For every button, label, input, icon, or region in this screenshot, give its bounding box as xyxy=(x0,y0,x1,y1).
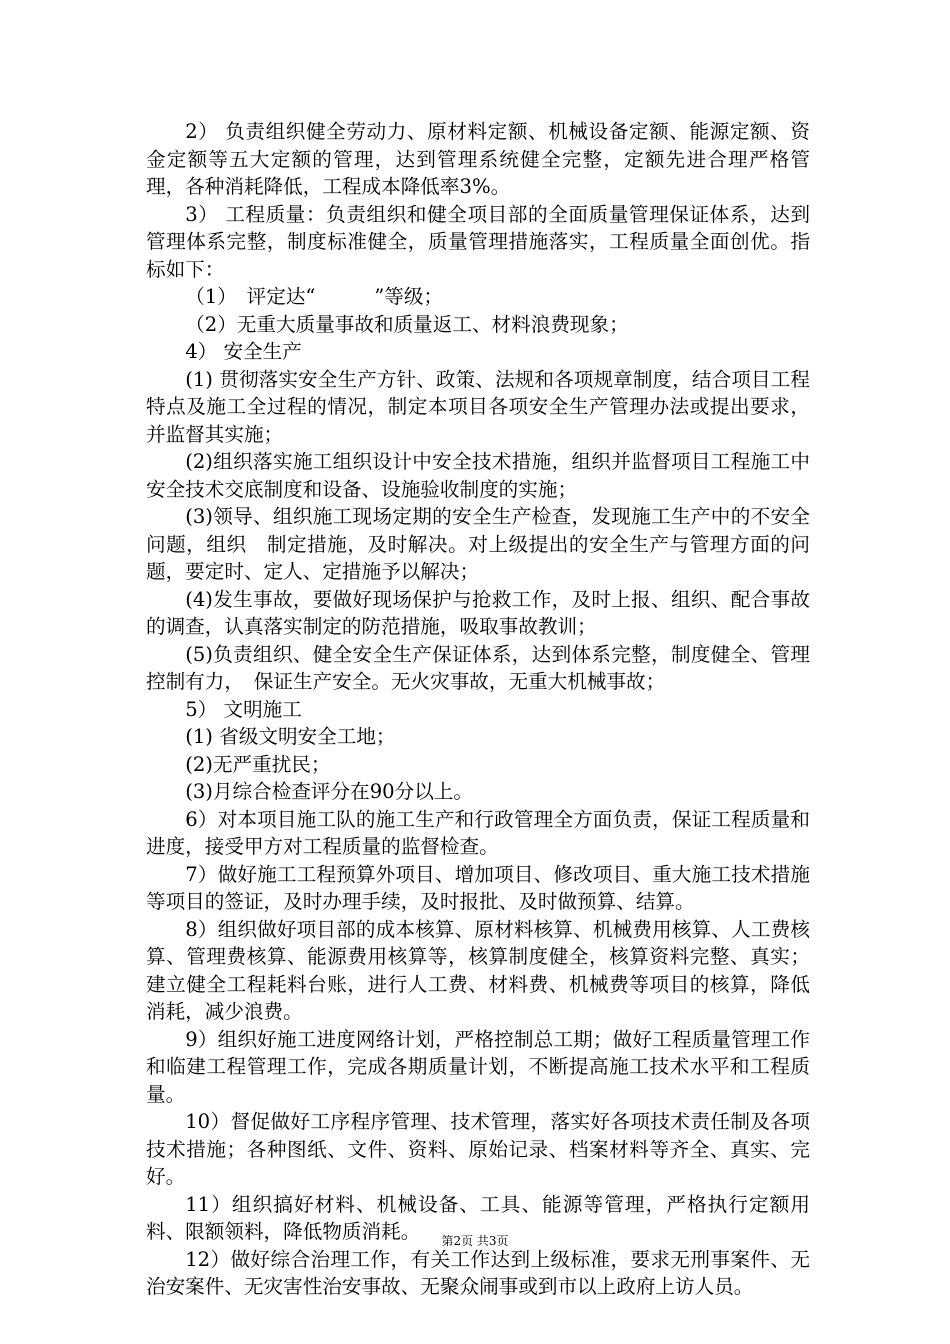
paragraph-provincial-site: (1) 省级文明安全工地； xyxy=(185,725,396,748)
paragraph-item-6: 6）对本项目施工队的施工生产和行政管理全方面负责，保证工程质量和进度，接受甲方对工程质量的监督检查。 xyxy=(146,807,810,858)
heading-civilized-construction: 5） 文明施工 xyxy=(185,697,302,721)
paragraph-no-major-accidents: （2）无重大质量事故和质量返工、材料浪费现象； xyxy=(185,312,629,336)
page-number-footer: 第2页 共3页 xyxy=(441,1234,509,1248)
paragraph-item-9: 9）组织好施工进度网络计划，严格控制总工期；做好工程质量管理工作和临建工程管理工作，完成各期质量计划，不断提高施工技术水平和工程质量。 xyxy=(146,1027,810,1106)
paragraph-engineering-quality: 3） 工程质量：负责组织和健全项目部的全面质量管理保证体系，达到管理体系完整，制度标准健全，质量管理措施落实，工程质量全面创优。指标如下： xyxy=(146,202,810,281)
paragraph-safety-policy: (1) 贯彻落实安全生产方针、政策、法规和各项规章制度，结合项目工程特点及施工全过程的情况，制定本项目各项安全生产管理办法或提出要求，并监督其实施； xyxy=(146,367,810,446)
paragraph-safety-system: (5)负责组织、健全安全生产保证体系，达到体系完整，制度健全、管理控制有力， 保证生产安全。无火灾事故，无重大机械事故； xyxy=(146,642,810,693)
paragraph-safety-inspection: (3)领导、组织施工现场定期的安全生产检查，发现施工生产中的不安全问题，组织 制定措施，及时解决。对上级提出的安全生产与管理方面的问题，要定时、定人、定措施予以解决； xyxy=(146,505,810,583)
document-body xyxy=(146,118,810,1301)
paragraph-quota-management: 2） 负责组织健全劳动力、原材料定额、机械设备定额、能源定额、资金定额等五大定额的管理，达到管理系统健全完整，定额先进合理严格管理，各种消耗降低，工程成本降低率3%。 xyxy=(146,120,810,198)
paragraph-safety-measures: (2)组织落实施工组织设计中安全技术措施，组织并监督项目工程施工中安全技术交底制度和设备、设施验收制度的实施； xyxy=(146,450,810,501)
paragraph-accident-handling: (4)发生事故，要做好现场保护与抢救工作，及时上报、组织、配合事故的调查，认真落实制定的防范措施，吸取事故教训； xyxy=(146,587,810,638)
paragraph-item-12: 12）做好综合治理工作，有关工作达到上级标准，要求无刑事案件、无治安案件、无灾害性治安事故、无聚众闹事或到市以上政府上访人员。 xyxy=(146,1247,810,1298)
heading-safety-production: 4） 安全生产 xyxy=(185,340,302,363)
paragraph-item-11: 11）组织搞好材料、机械设备、工具、能源等管理，严格执行定额用料、限额领料，降低物质消耗。 xyxy=(146,1192,810,1243)
paragraph-item-8: 8）组织做好项目部的成本核算、原材料核算、机械费用核算、人工费核算、管理费核算、能源费用核算等，核算制度健全，核算资料完整、真实；建立健全工程耗料台账，进行人工费、材料费、机械费等项目的核算，降低消耗，减少浪费。 xyxy=(146,917,810,1023)
paragraph-quality-grade: （1） 评定达“ ”等级； xyxy=(185,285,444,308)
paragraph-monthly-score: (3)月综合检查评分在90分以上。 xyxy=(185,780,473,803)
paragraph-item-10: 10）督促做好工序程序管理、技术管理，落实好各项技术责任制及各项技术措施；各种图纸、文件、资料、原始记录、档案材料等齐全、真实、完好。 xyxy=(146,1110,810,1188)
paragraph-no-disturbance: (2)无严重扰民； xyxy=(185,752,331,776)
paragraph-item-7: 7）做好施工工程预算外项目、增加项目、修改项目、重大施工技术措施等项目的签证，及时办理手续，及时报批、及时做预算、结算。 xyxy=(146,862,810,913)
